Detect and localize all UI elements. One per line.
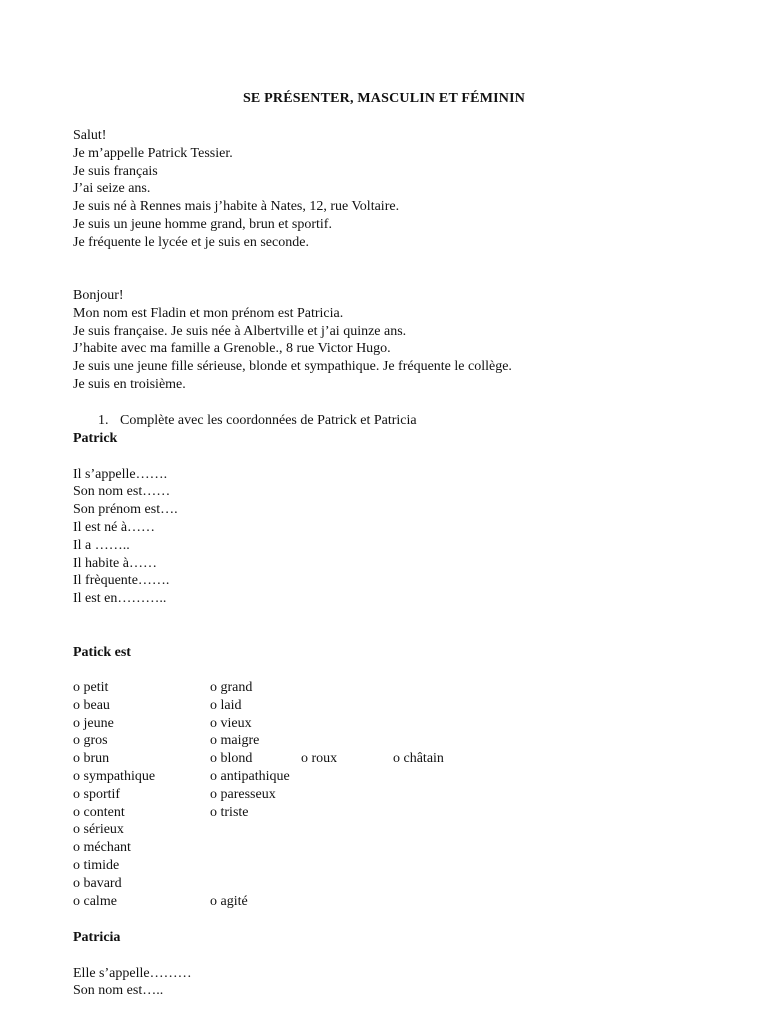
exercise-text: Complète avec les coordonnées de Patrick et Patricia	[120, 413, 417, 428]
adjective-row	[73, 786, 533, 804]
section-heading-patricia: Patricia	[73, 930, 121, 945]
option-item: o blond	[210, 751, 253, 767]
adjective-row	[73, 768, 533, 786]
text-line: Je suis française. Je suis née à Albertville et j’ai quinze ans.	[73, 323, 407, 339]
adjective-row	[73, 821, 533, 839]
option-item: o agité	[210, 893, 248, 909]
adjective-row	[73, 857, 533, 875]
spacer	[73, 448, 178, 466]
fill-line: Il frèquente…….	[73, 573, 170, 589]
fill-line: Elle s’appelle………	[73, 965, 192, 981]
patrick-intro-text	[73, 127, 399, 252]
text-line: Je suis né à Rennes mais j’habite à Nates, 12, rue Voltaire.	[73, 199, 400, 215]
spacer	[73, 947, 192, 965]
exercise-number: 1.	[98, 413, 109, 428]
adjective-row	[73, 679, 533, 697]
fill-line: Son nom est…..	[73, 983, 164, 999]
adjective-row	[73, 715, 533, 733]
adjective-grid	[73, 679, 533, 910]
text-line: Je suis un jeune homme grand, brun et sportif.	[73, 216, 332, 232]
fill-line: Il habite à……	[73, 555, 157, 571]
option-item: o roux	[301, 751, 338, 767]
section-heading-patrick: Patrick	[73, 431, 118, 446]
adjective-row	[73, 732, 533, 750]
option-item: o méchant	[73, 840, 131, 856]
adjective-row	[73, 697, 533, 715]
fill-line: Il s’appelle…….	[73, 466, 168, 482]
fill-line: Il est en………..	[73, 591, 167, 607]
option-item: o beau	[73, 697, 110, 713]
adjective-row	[73, 893, 533, 911]
option-item: o châtain	[393, 751, 444, 767]
text-line: Je m’appelle Patrick Tessier.	[73, 145, 233, 161]
fill-line: Son prénom est….	[73, 502, 178, 518]
adjective-row	[73, 750, 533, 768]
option-item: o maigre	[210, 733, 260, 749]
option-item: o gros	[73, 733, 108, 749]
option-item: o petit	[73, 680, 109, 695]
text-line: J’ai seize ans.	[73, 181, 151, 197]
text-line: Je suis français	[73, 163, 158, 179]
option-item: o triste	[210, 804, 249, 820]
option-item: o brun	[73, 751, 110, 767]
option-item: o content	[73, 804, 125, 820]
option-item: o laid	[210, 697, 242, 713]
option-item: o sympathique	[73, 768, 156, 784]
option-item: o grand	[210, 680, 253, 695]
option-item: o timide	[73, 857, 120, 873]
exercise-instruction	[98, 412, 417, 430]
patrick-section	[73, 430, 178, 608]
fill-line: Il a ……..	[73, 537, 130, 553]
adjective-row	[73, 804, 533, 822]
option-item: o sportif	[73, 786, 121, 802]
option-item: o paresseux	[210, 786, 276, 802]
patricia-section	[73, 929, 192, 1000]
text-line: J’habite avec ma famille a Grenoble., 8 rue Victor Hugo.	[73, 341, 391, 357]
text-line: Salut!	[73, 128, 107, 143]
text-line: Je suis en troisième.	[73, 376, 186, 392]
option-item: o vieux	[210, 715, 252, 731]
option-item: o calme	[73, 893, 117, 909]
fill-line: Il est né à……	[73, 519, 156, 535]
adjective-row	[73, 839, 533, 857]
option-item: o sérieux	[73, 822, 124, 838]
patricia-intro-text	[73, 287, 512, 394]
page-title: SE PRÉSENTER, MASCULIN ET FÉMININ	[242, 91, 526, 106]
option-item: o antipathique	[210, 768, 290, 784]
text-line: Bonjour!	[73, 288, 124, 303]
fill-line: Son nom est……	[73, 484, 171, 500]
adjective-row	[73, 875, 533, 893]
text-line: Mon nom est Fladin et mon prénom est Patricia.	[73, 305, 344, 321]
patick-est-heading-block	[73, 644, 131, 662]
option-item: o bavard	[73, 875, 122, 891]
text-line: Je suis une jeune fille sérieuse, blonde et sympathique. Je fréquente le collège.	[73, 359, 512, 375]
section-heading-patick-est: Patick est	[73, 645, 131, 660]
text-line: Je fréquente le lycée et je suis en seconde.	[73, 234, 309, 250]
option-item: o jeune	[73, 715, 114, 731]
